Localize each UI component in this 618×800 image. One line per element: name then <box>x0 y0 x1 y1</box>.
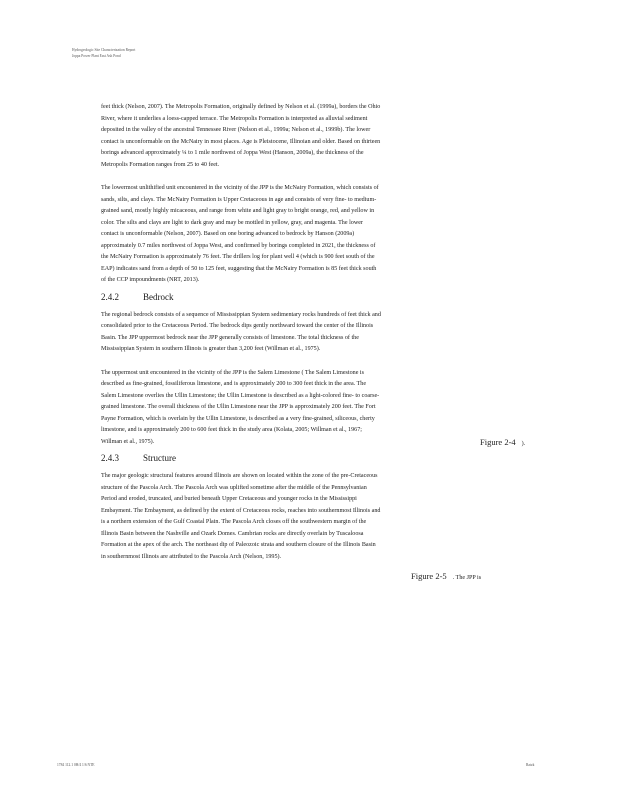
figure-ref-trailing: ). <box>521 441 526 447</box>
section-number: 2.4.3 <box>101 453 119 463</box>
figure-link-2-4[interactable] <box>480 437 525 447</box>
section-heading-structure <box>101 448 521 471</box>
figure-ref-label[interactable]: Figure 2-4 <box>480 437 516 447</box>
header-site-name: Joppa Power Plant East Ash Pond <box>72 54 121 58</box>
section-title: Structure <box>143 453 176 463</box>
header-report-title: Hydrogeologic Site Characterization Report <box>72 48 136 52</box>
paragraph-metropolis: feet thick (Nelson, 2007). The Metropolis Formation, originally defined by Nelson et al. (1999a), borders the Ohio River, where it underlies a loess-capped terrace. The Metropolis Formation is interpreted as alluvial sediment deposited in the valley of the ancestral Tennessee River (Nelson et al., 1999a; Nelson et al., 1999b). The lower contact is unconformable on the McNairy in most places. Age is Pleistocene, Illinoian and older. Based on thirteen borings advanced approximately ¼ to 1 mile northwest of Joppa West (Hanson, 2009a), the thickness of the Metropolis Formation ranges from 25 to 40 feet. <box>101 104 381 168</box>
footer-doc-id: 1784 112.1 0H/4 1/6 NTE <box>57 763 95 767</box>
running-header <box>72 47 135 59</box>
body-text <box>101 102 521 563</box>
paragraph-salem: The uppermost unit encountered in the vicinity of the JPP is the Salem Limestone ( The Salem Limestone is described as fine-grained, fossiliferous limestone, and is approximately 200 to 300 feet thick in the area. The Salem Limestone overlies the Ullin Limestone; the Ullin Limestone is described as a light-colored fine- to coarse-grained limestone. The overall thickness of the Ullin Limestone near the JPP is approximately 200 feet. The Fort Payne Formation, which is overlain by the Ullin Limestone, is described as a very fine-grained, siliceous, cherty limestone, and is approximately 200 to 600 feet thick in the study area (Kolata, 2005; Willman et al., 1967; Willman et al., 1975). <box>101 369 380 445</box>
figure-ref-trailing: . The JPP is <box>452 575 482 581</box>
footer-page-number: Ratzk <box>526 763 535 767</box>
paragraph-bedrock: The regional bedrock consists of a sequence of Mississippian System sedimentary rocks hundreds of feet thick and consolidated prior to the Cretaceous Period. The bedrock dips gently northward toward the center of the Illinois Basin. The JPP uppermost bedrock near the JPP generally consists of limestone. The total thickness of the Mississippian System in southern Illinois is greater than 3,200 feet (Willman et al., 1975). <box>101 311 381 352</box>
section-number: 2.4.2 <box>101 291 119 302</box>
figure-link-2-5[interactable] <box>411 571 481 581</box>
paragraph-structure: The major geologic structural features around Illinois are shown on located within the zone of the pre-Cretaceous structure of the Pascola Arch. The Pascola Arch was uplifted sometime after the middle of the Pennsylvanian Period and eroded, truncated, and buried beneath Upper Cretaceous and younger rocks in the Mississippi Embayment. The Embayment, as defined by the extent of Cretaceous rocks, reaches into southernmost Illinois and is a northern extension of the Gulf Coastal Plain. The Pascola Arch closes off the southwestern margin of the Illinois Basin between the Nashville and Ozark Domes. Cambrian rocks are directly overlain by Tuscaloosa Formation at the apex of the arch. The northeast dip of Paleozoic strata and southern closure of the Illinois Basin in southernmost Illinois are attributed to the Pascola Arch (Nelson, 1995). <box>101 473 381 560</box>
section-title: Bedrock <box>143 291 174 302</box>
figure-ref-label[interactable]: Figure 2-5 <box>411 571 447 581</box>
paragraph-mcnairy: The lowermost unlithified unit encountered in the vicinity of the JPP is the McNairy Formation, which consists of sands, silts, and clays. The McNairy Formation is Upper Cretaceous in age and consists of very fine- to medium-grained sand, mostly highly micaceous, and range from white and light gray to bright orange, red, and yellow in color. The silts and clays are light to dark gray and may be mottled in yellow, gray, and magenta. The lower contact is unconformable (Nelson, 2007). Based on one boring advanced to bedrock by Hanson (2009a) approximately 0.7 miles northwest of Joppa West, and confirmed by borings completed in 2021, the thickness of the McNairy Formation is approximately 76 feet. The drillers log for plant well 4 (which is 900 feet south of the EAP) indicates sand from a depth of 50 to 125 feet, suggesting that the McNairy Formation is 85 feet thick south of the CCP impoundments (NRT, 2013). <box>101 185 379 283</box>
section-heading-bedrock <box>101 287 521 310</box>
